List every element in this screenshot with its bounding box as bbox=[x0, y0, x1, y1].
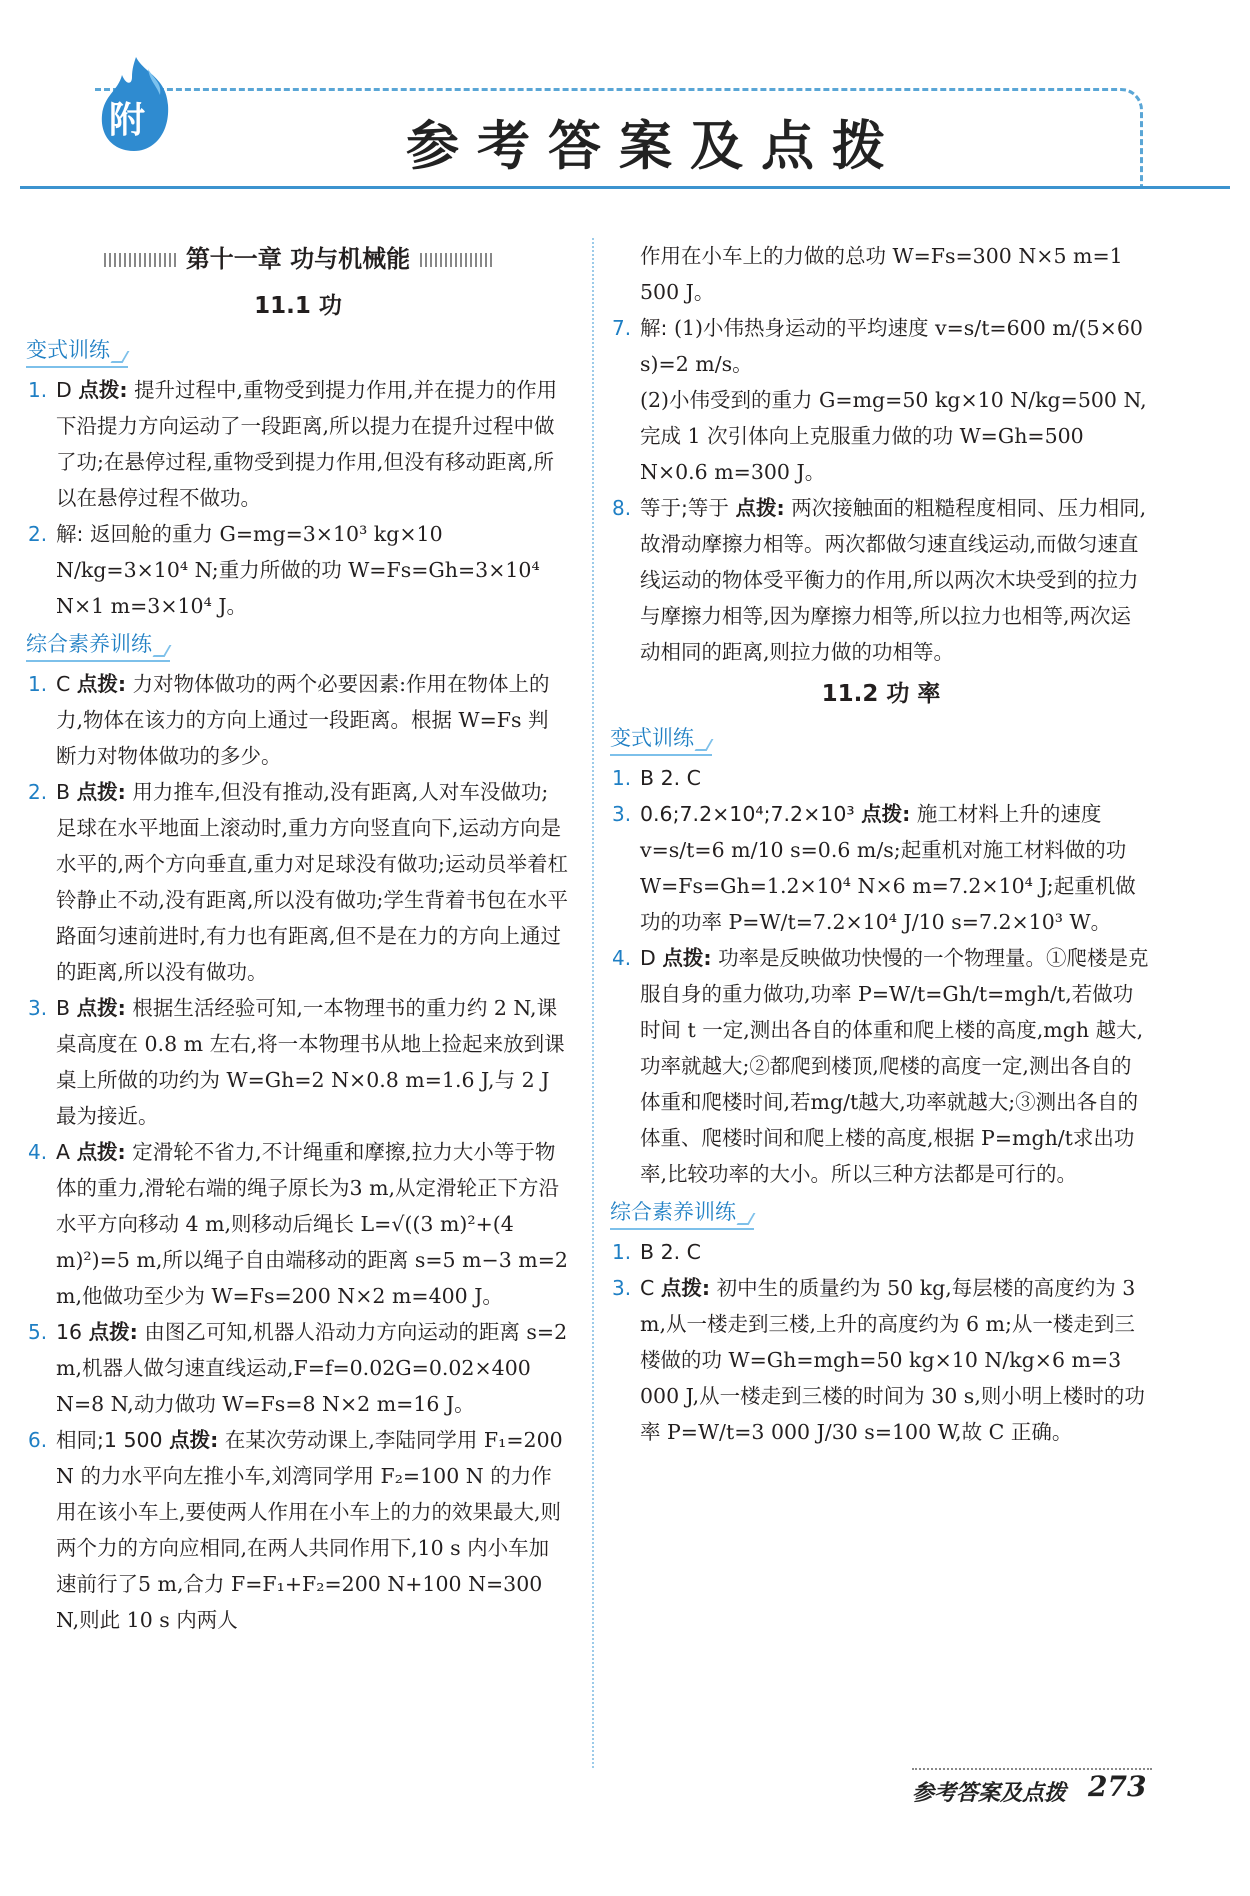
hint-label: 点拨: bbox=[169, 1428, 219, 1452]
hint-label: 点拨: bbox=[76, 672, 127, 696]
answer-choice: 相同;1 500 bbox=[56, 1428, 163, 1452]
answer-number: 3. bbox=[28, 996, 48, 1020]
answer-number: 1. bbox=[612, 766, 632, 790]
answer-item bbox=[612, 1234, 1150, 1270]
dot-ornament-left bbox=[104, 253, 176, 267]
comprehensive-list-2 bbox=[612, 1234, 1150, 1450]
answer-number: 3. bbox=[612, 1276, 632, 1300]
variant-list bbox=[28, 372, 568, 624]
continued-text: 作用在小车上的力做的总功 W=Fs=300 N×5 m=1 500 J。 bbox=[640, 244, 1123, 304]
hint-label: 点拨: bbox=[76, 780, 126, 804]
footer-label: 参考答案及点拨 bbox=[912, 1781, 1067, 1806]
hint-label: 点拨: bbox=[735, 496, 785, 520]
answer-text: 力对物体做功的两个必要因素:作用在物体上的力,物体在该力的方向上通过一段距离。根据 W=Fs 判断力对物体做功的多少。 bbox=[56, 672, 550, 768]
answer-item bbox=[28, 1422, 568, 1638]
answer-number: 4. bbox=[28, 1140, 48, 1164]
hint-label: 点拨: bbox=[78, 378, 128, 402]
answer-choice: D bbox=[56, 378, 72, 402]
section-label-comprehensive-2: 综合素养训练 bbox=[610, 1196, 754, 1230]
appendix-badge-text: 附 bbox=[109, 100, 146, 141]
answer-item bbox=[612, 310, 1150, 382]
answer-choice: B bbox=[56, 780, 71, 804]
answer-text: 由图乙可知,机器人沿动力方向运动的距离 s=2 m,机器人做匀速直线运动,F=f=0.02G=0.02×400 N=8 N,动力做功 W=Fs=8 N×2 m=16 J。 bbox=[56, 1320, 568, 1416]
answer-item bbox=[28, 990, 568, 1134]
answer-number: 1. bbox=[28, 378, 48, 402]
column-divider bbox=[592, 238, 594, 1768]
answer-number: 1. bbox=[28, 672, 48, 696]
comprehensive-list bbox=[28, 666, 568, 1638]
answer-number: 2. bbox=[28, 522, 48, 546]
section-title: 11.1 功 bbox=[254, 293, 342, 319]
answer-number: 4. bbox=[612, 946, 632, 970]
answer-item bbox=[612, 940, 1150, 1192]
page-number: 273 bbox=[1088, 1770, 1147, 1803]
header-rule bbox=[20, 186, 1230, 189]
answer-number: 6. bbox=[28, 1428, 48, 1452]
dot-ornament-right bbox=[420, 253, 492, 267]
answer-text: 提升过程中,重物受到提力作用,并在提力的作用下沿提力方向运动了一段距离,所以提力在提升过程中做了功;在悬停过程,重物受到提力作用,但没有移动距离,所以在悬停过程不做功。 bbox=[56, 378, 558, 510]
answer-number: 2. bbox=[28, 780, 48, 804]
answer-item bbox=[28, 774, 568, 990]
answer-choice: A bbox=[56, 1140, 71, 1164]
hint-label: 点拨: bbox=[76, 1140, 126, 1164]
page-title: 参考答案及点拨 bbox=[406, 116, 903, 177]
answer-text: 用力推车,但没有推动,没有距离,人对车没做功;足球在水平地面上滚动时,重力方向竖直向下,运动方向是水平的,两个方向垂直,重力对足球没有做功;运动员举着杠铃静止不动,没有距离,所以没有做功;学生背着书包在水平路面匀速前进时,有力也有距离,但不是在力的方向上通过的距离,所以没有做功。 bbox=[56, 780, 568, 984]
answer-text: 功率是反映做功快慢的一个物理量。①爬楼是克服自身的重力做功,功率 P=W/t=Gh/t=mgh/t,若做功时间 t 一定,测出各自的体重和爬上楼的高度,mgh 越大,功率就越大;②都爬到楼顶,爬楼的高度一定,测出各自的体重和爬楼时间,若mg/t越大,功率就越大;③测出各自的体重、爬楼时间和爬上楼的高度,根据 P=mgh/t求出功率,比较功率的大小。所以三种方法都是可行的。 bbox=[640, 946, 1149, 1186]
section-label-variant-2: 变式训练 bbox=[610, 722, 712, 756]
answer-text: 返回舱的重力 G=mg=3×10³ kg×10 N/kg=3×10⁴ N;重力所做的功 W=Fs=Gh=3×10⁴ N×1 m=3×10⁴ J。 bbox=[56, 522, 540, 618]
answer-item bbox=[28, 1314, 568, 1422]
section-label-comprehensive: 综合素养训练 bbox=[26, 628, 170, 662]
answer-list bbox=[612, 310, 1150, 670]
answer-choice: B bbox=[56, 996, 71, 1020]
answer-choice: 解: bbox=[56, 522, 84, 546]
answer-choice: C bbox=[56, 672, 71, 696]
answer-item bbox=[28, 516, 568, 624]
answer-item bbox=[612, 382, 1150, 418]
section-label-variant: 变式训练 bbox=[26, 334, 128, 368]
section-title-2: 11.2 功 率 bbox=[821, 681, 941, 707]
answer-choice: C bbox=[640, 1276, 655, 1300]
answer-text: 两次接触面的粗糙程度相同、压力相同,故滑动摩擦力相等。两次都做匀速直线运动,而做匀速直线运动的物体受平衡力的作用,所以两次木块受到的拉力与摩擦力相等,因为摩擦力相等,所以拉力也相等,两次运动相同的距离,则拉力做的功相等。 bbox=[640, 496, 1147, 664]
answer-number: 8. bbox=[612, 496, 632, 520]
answer-item bbox=[612, 418, 1150, 490]
answer-text: 施工材料上升的速度 v=s/t=6 m/10 s=0.6 m/s;起重机对施工材料做的功 W=Fs=Gh=1.2×10⁴ N×6 m=7.2×10⁴ J;起重机做功的功率 P=W/t=7.2×10⁴ J/10 s=7.2×10³ W。 bbox=[640, 802, 1136, 934]
answer-item bbox=[612, 490, 1150, 670]
answer-text: (1)小伟热身运动的平均速度 v=s/t=600 m/(5×60 s)=2 m/s。 bbox=[640, 316, 1143, 376]
answer-number: 7. bbox=[612, 316, 632, 340]
hint-label: 点拨: bbox=[660, 1276, 711, 1300]
answer-item bbox=[612, 796, 1150, 940]
answer-choice: B 2. C bbox=[640, 1240, 701, 1264]
hint-label: 点拨: bbox=[76, 996, 126, 1020]
answer-text: 根据生活经验可知,一本物理书的重力约 2 N,课桌高度在 0.8 m 左右,将一本物理书从地上捡起来放到课桌上所做的功约为 W=Gh=2 N×0.8 m=1.6 J,与 2 J 最为接近。 bbox=[56, 996, 565, 1128]
variant-list-2 bbox=[612, 760, 1150, 1192]
answer-text: 定滑轮不省力,不计绳重和摩擦,拉力大小等于物体的重力,滑轮右端的绳子原长为3 m,从定滑轮正下方沿水平方向移动 4 m,则移动后绳长 L=√((3 m)²+(4 m)²)=5 m,所以绳子自由端移动的距离 s=5 m−3 m=2 m,他做功至少为 W=Fs=200 N×2 m=400 J。 bbox=[56, 1140, 568, 1308]
answer-text: 初中生的质量约为 50 kg,每层楼的高度约为 3 m,从一楼走到三楼,上升的高度约为 6 m;从一楼走到三楼做的功 W=Gh=mgh=50 kg×10 N/kg×6 m=3 000 J,从一楼走到三楼的时间为 30 s,则小明上楼时的功率 P=W/t=3 000 J/30 s=100 W,故 C 正确。 bbox=[640, 1276, 1145, 1444]
answer-item bbox=[28, 372, 568, 516]
answer-item bbox=[28, 666, 568, 774]
answer-choice: B 2. C bbox=[640, 766, 701, 790]
answer-text: 在某次劳动课上,李陆同学用 F₁=200 N 的力水平向左推小车,刘湾同学用 F₂=100 N 的力作用在该小车上,要使两人作用在小车上的力的效果最大,则两个力的方向应相同,在两人共同作用下,10 s 内小车加速前行了5 m,合力 F=F₁+F₂=200 N+100 N=300 N,则此 10 s 内两人 bbox=[56, 1428, 563, 1632]
answer-choice: 0.6;7.2×10⁴;7.2×10³ bbox=[640, 802, 855, 826]
answer-choice: 等于;等于 bbox=[640, 496, 729, 520]
hint-label: 点拨: bbox=[861, 802, 911, 826]
answer-number: 1. bbox=[612, 1240, 632, 1264]
answer-choice: D bbox=[640, 946, 656, 970]
answer-item bbox=[612, 760, 1150, 796]
answer-choice: 16 bbox=[56, 1320, 83, 1344]
chapter-title: 第十一章 功与机械能 bbox=[28, 238, 568, 280]
answer-text: 完成 1 次引体向上克服重力做的功 W=Gh=500 N×0.6 m=300 J。 bbox=[640, 424, 1084, 484]
right-column bbox=[612, 238, 1150, 1450]
answer-number: 3. bbox=[612, 802, 632, 826]
answer-item bbox=[612, 1270, 1150, 1450]
answer-choice: 解: bbox=[640, 316, 668, 340]
left-column bbox=[28, 238, 568, 1638]
hint-label: 点拨: bbox=[88, 1320, 138, 1344]
answer-number: 5. bbox=[28, 1320, 48, 1344]
answer-item bbox=[28, 1134, 568, 1314]
answer-text: (2)小伟受到的重力 G=mg=50 kg×10 N/kg=500 N, bbox=[640, 388, 1147, 412]
hint-label: 点拨: bbox=[662, 946, 712, 970]
